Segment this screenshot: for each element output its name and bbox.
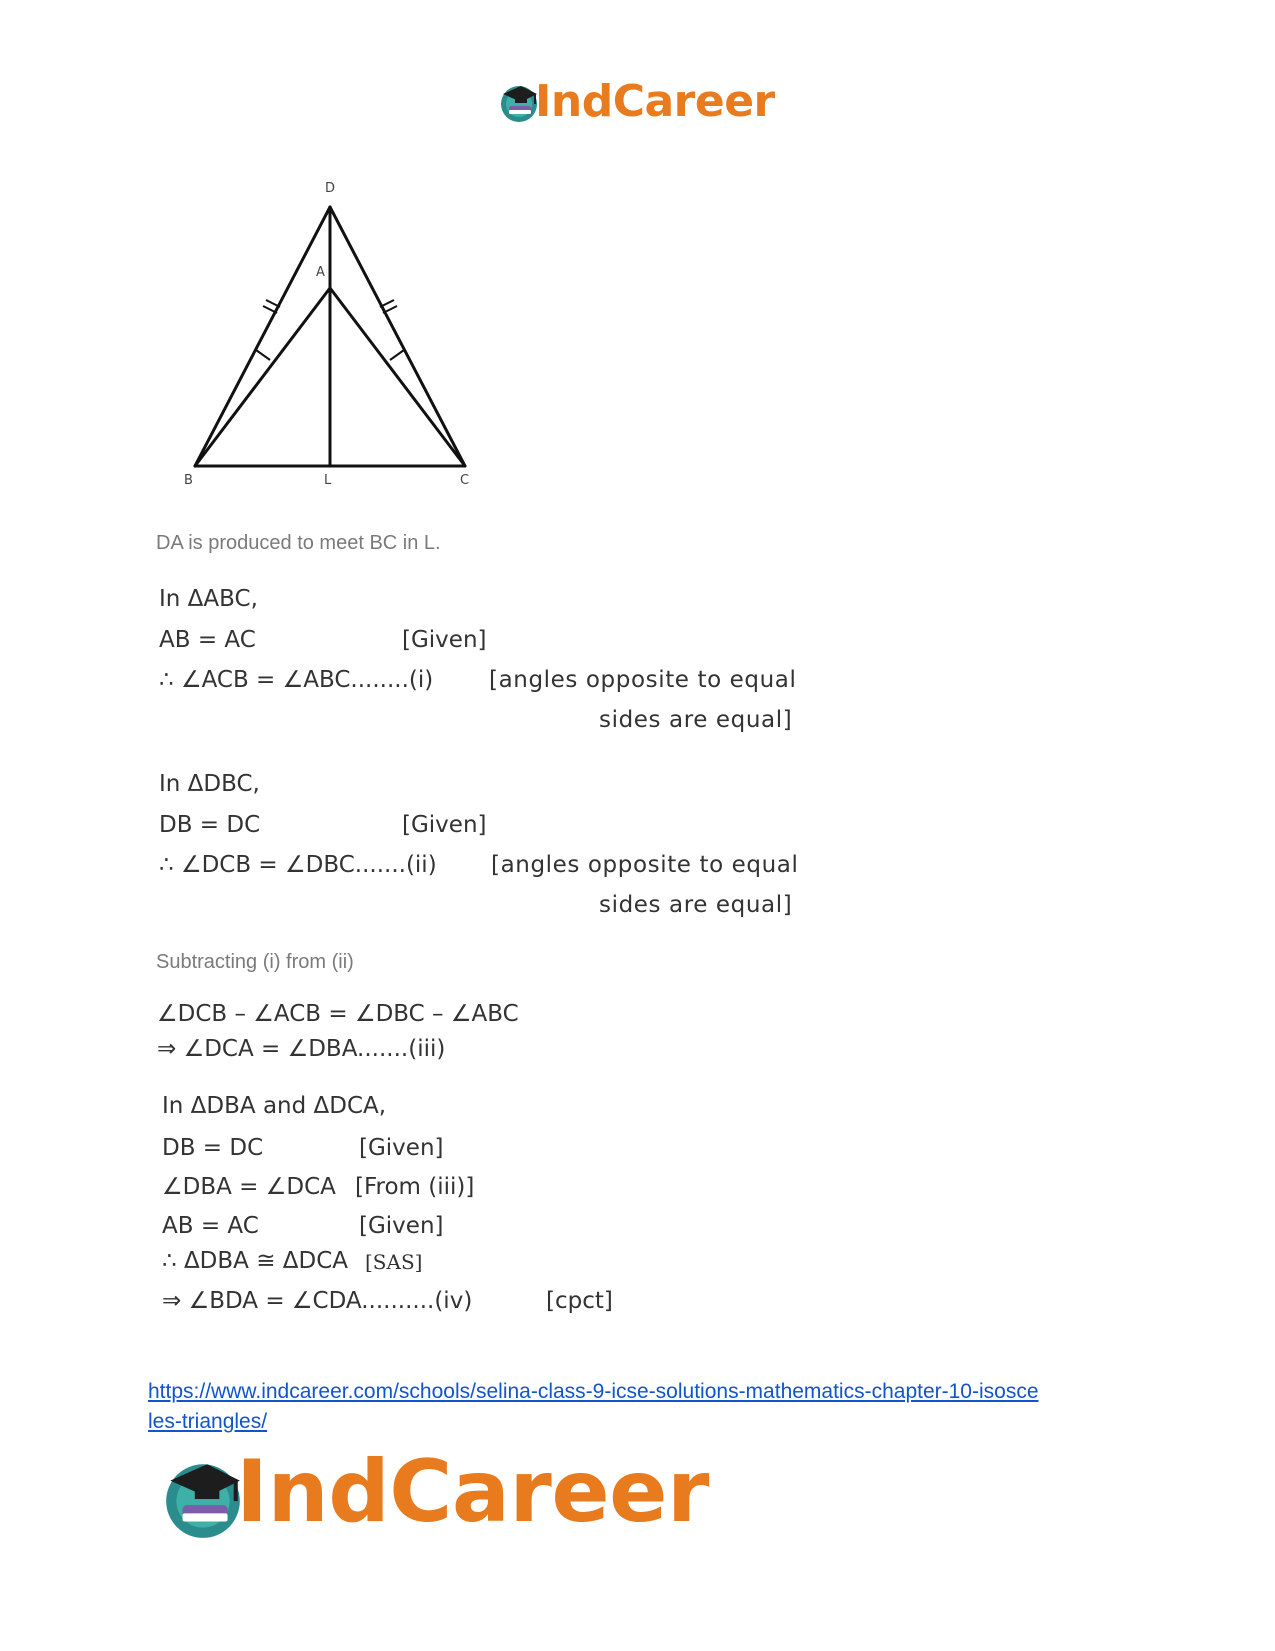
header-brand-text: IndCareer	[535, 76, 775, 127]
block4-line1-statement: DB = DC	[162, 1135, 264, 1161]
segment-AB	[195, 288, 330, 466]
source-link[interactable]	[148, 1377, 1039, 1437]
tick-DB-1	[266, 300, 280, 307]
block1-line1-reason: [Given]	[402, 627, 487, 653]
block2-line2-reason: [angles opposite to equal	[491, 852, 799, 878]
segment-DB	[195, 207, 330, 466]
vertex-label-B: B	[184, 473, 193, 488]
segment-DC	[330, 207, 465, 466]
footer-logo-mortarboard-icon	[158, 1452, 248, 1542]
vertex-label-A: A	[316, 265, 325, 280]
block2-line1-reason: [Given]	[402, 812, 487, 838]
footer-brand-text: IndCareer	[236, 1442, 709, 1542]
block3-line2: ⇒ ∠DCA = ∠DBA.......(iii)	[157, 1036, 446, 1062]
block1-line2-statement: ∴ ∠ACB = ∠ABC........(i)	[159, 667, 434, 693]
segment-AC	[330, 288, 465, 466]
block4-line2-reason: [From (iii)]	[355, 1174, 475, 1200]
vertex-label-L: L	[324, 473, 332, 488]
block2-line2-statement: ∴ ∠DCB = ∠DBC.......(ii)	[159, 852, 437, 878]
block4-heading: In ΔDBA and ΔDCA,	[162, 1093, 387, 1119]
triangle-figure	[170, 180, 480, 500]
block4-line4-statement: ∴ ΔDBA ≅ ΔDCA	[162, 1248, 349, 1274]
block1-line2-reason: [angles opposite to equal	[489, 667, 797, 693]
block4-line5-statement: ⇒ ∠BDA = ∠CDA..........(iv)	[162, 1288, 473, 1314]
block2-line1-statement: DB = DC	[159, 812, 261, 838]
block1-heading: In ΔABC,	[159, 586, 258, 612]
block3-line1: ∠DCB – ∠ACB = ∠DBC – ∠ABC	[157, 1001, 519, 1027]
vertex-label-D: D	[325, 181, 336, 196]
block4-line2-statement: ∠DBA = ∠DCA	[162, 1174, 336, 1200]
caption-subtracting: Subtracting (i) from (ii)	[156, 951, 354, 973]
caption-da-produced: DA is produced to meet BC in L.	[156, 532, 441, 554]
block1-line1-statement: AB = AC	[159, 627, 256, 653]
source-link-line2[interactable]: les-triangles/	[148, 1410, 268, 1433]
block4-line3-statement: AB = AC	[162, 1213, 259, 1239]
tick-AC	[390, 350, 404, 360]
block1-line2-reason-cont: sides are equal]	[599, 707, 793, 733]
block4-line1-reason: [Given]	[359, 1135, 444, 1161]
tick-DC-1	[380, 300, 394, 307]
block4-line4-reason: [SAS]	[365, 1250, 423, 1274]
block2-line2-reason-cont: sides are equal]	[599, 892, 793, 918]
source-link-line1[interactable]: https://www.indcareer.com/schools/selina-class-9-icse-solutions-mathematics-chapter-10-isosce	[148, 1380, 1039, 1403]
block2-heading: In ΔDBC,	[159, 771, 260, 797]
vertex-label-C: C	[460, 473, 470, 488]
block4-line3-reason: [Given]	[359, 1213, 444, 1239]
block4-line5-reason: [cpct]	[546, 1288, 613, 1314]
tick-AB	[256, 350, 270, 360]
